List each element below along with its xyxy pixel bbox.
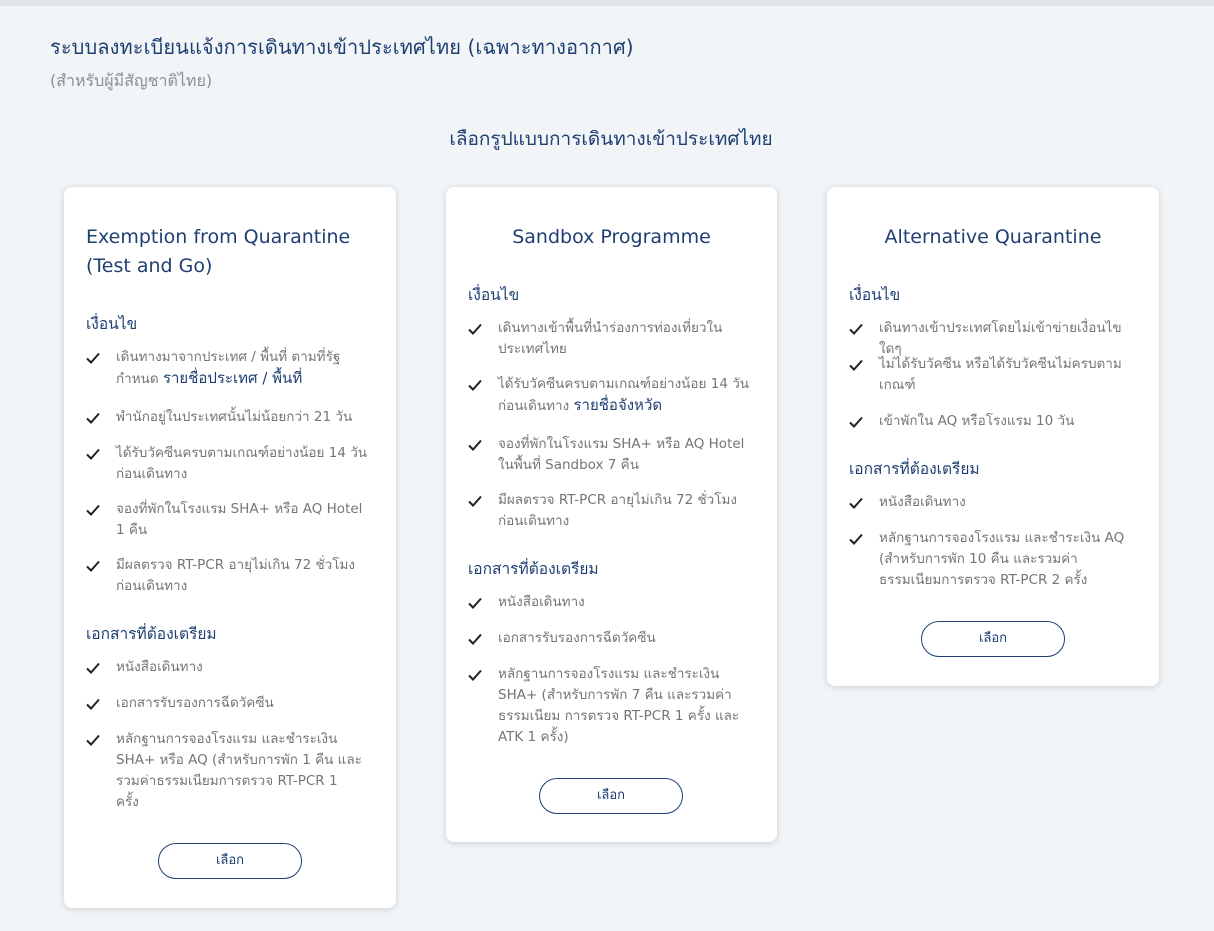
document-text — [498, 664, 758, 748]
check-icon — [468, 495, 482, 507]
check-icon — [86, 734, 100, 746]
card-title: Alternative Quarantine — [884, 226, 1102, 248]
conditions-heading: เงื่อนไข — [849, 286, 901, 304]
text-line: 1 คืน — [116, 522, 148, 538]
condition-text — [116, 407, 376, 428]
text-line: ก่อนเดินทาง — [116, 466, 188, 482]
text-line: เกณฑ์ — [879, 377, 916, 393]
condition-text — [879, 354, 1139, 396]
card-alternative-quarantine — [827, 187, 1159, 686]
check-icon — [86, 448, 100, 460]
province-list-link[interactable]: รายชื่อจังหวัด — [573, 396, 663, 414]
text-line: หลักฐานการจองโรงแรม และชำระเงิน AQ — [879, 530, 1125, 546]
top-bar — [0, 0, 1214, 6]
section-title: เลือกรูปแบบการเดินทางเข้าประเทศไทย — [449, 128, 773, 150]
text-line: ธรรมเนียมการตรวจ RT-PCR 2 ครั้ง — [879, 572, 1088, 588]
check-icon — [849, 323, 863, 335]
text-line: รวมค่าธรรมเนียมการตรวจ RT-PCR 1 — [116, 773, 338, 789]
card-sandbox-programme — [446, 187, 777, 842]
page-subtitle: (สำหรับผู้มีสัญชาติไทย) — [50, 71, 213, 90]
check-icon — [86, 412, 100, 424]
condition-text — [498, 318, 758, 360]
check-icon — [86, 698, 100, 710]
text-line: หนังสือเดินทาง — [116, 659, 203, 675]
card-title-line: Exemption from Quarantine — [86, 226, 351, 248]
condition-text — [498, 490, 758, 532]
text-line: เข้าพักใน AQ หรือโรงแรม 10 วัน — [879, 413, 1075, 429]
check-icon — [86, 504, 100, 516]
documents-heading: เอกสารที่ต้องเตรียม — [468, 560, 599, 578]
text-line: เดินทางเข้าพื้นที่นำร่องการท่องเที่ยวใน — [498, 320, 723, 336]
document-text — [498, 592, 758, 613]
check-icon — [468, 597, 482, 609]
text-line: ไม่ได้รับวัคซีน หรือได้รับวัคซีนไม่ครบตาม — [879, 356, 1122, 372]
documents-heading: เอกสารที่ต้องเตรียม — [86, 625, 217, 643]
text-line: หนังสือเดินทาง — [879, 494, 966, 510]
select-button[interactable]: เลือก — [539, 778, 683, 814]
country-list-link[interactable]: รายชื่อประเทศ / พื้นที่ — [162, 369, 303, 387]
text-line: เอกสารรับรองการฉีดวัคซีน — [116, 695, 274, 711]
text-line: เอกสารรับรองการฉีดวัคซีน — [498, 630, 656, 646]
text-line: หนังสือเดินทาง — [498, 594, 585, 610]
card-title-line: (Test and Go) — [86, 255, 213, 277]
check-icon — [468, 323, 482, 335]
condition-text — [498, 374, 758, 417]
text-line: มีผลตรวจ RT-PCR อายุไม่เกิน 72 ชั่วโมง — [498, 492, 737, 508]
text-line: ธรรมเนียม การตรวจ RT-PCR 1 ครั้ง และ — [498, 708, 740, 724]
text-line: (สำหรับการพัก 10 คืน และรวมค่า — [879, 551, 1078, 567]
condition-text — [116, 347, 376, 390]
text-line: มีผลตรวจ RT-PCR อายุไม่เกิน 72 ชั่วโมง — [116, 557, 355, 573]
text-line: กำหนด — [116, 371, 163, 387]
condition-text — [879, 411, 1139, 432]
check-icon — [468, 379, 482, 391]
text-line: จองที่พักในโรงแรม SHA+ หรือ AQ Hotel — [116, 501, 363, 517]
text-line: หลักฐานการจองโรงแรม และชำระเงิน — [116, 731, 338, 747]
check-icon — [849, 359, 863, 371]
page-title: ระบบลงทะเบียนแจ้งการเดินทางเข้าประเทศไทย (เฉพาะทางอากาศ) — [50, 35, 634, 59]
check-icon — [468, 633, 482, 645]
text-line: ประเทศไทย — [498, 341, 567, 357]
text-line: เดินทางมาจากประเทศ / พื้นที่ ตามที่รัฐ — [116, 349, 341, 365]
card-exemption-from-quarantine — [64, 187, 396, 908]
conditions-heading: เงื่อนไข — [468, 286, 520, 304]
check-icon — [849, 497, 863, 509]
condition-text — [116, 555, 376, 597]
text-line: ครั้ง — [116, 794, 139, 810]
document-text — [116, 657, 376, 678]
text-line: ก่อนเดินทาง — [498, 513, 570, 529]
documents-heading: เอกสารที่ต้องเตรียม — [849, 460, 980, 478]
document-text — [116, 693, 376, 714]
document-text — [879, 492, 1139, 513]
text-line: ได้รับวัคซีนครบตามเกณฑ์อย่างน้อย 14 วัน — [498, 376, 750, 392]
select-button[interactable]: เลือก — [921, 621, 1065, 657]
condition-text — [498, 434, 758, 476]
check-icon — [849, 533, 863, 545]
text-line: พำนักอยู่ในประเทศนั้นไม่น้อยกว่า 21 วัน — [116, 409, 353, 425]
card-title — [86, 223, 350, 281]
document-text — [879, 528, 1139, 591]
text-line: ATK 1 ครั้ง) — [498, 729, 569, 745]
check-icon — [86, 662, 100, 674]
check-icon — [468, 439, 482, 451]
select-button[interactable]: เลือก — [158, 843, 302, 879]
check-icon — [86, 560, 100, 572]
card-title: Sandbox Programme — [512, 226, 711, 248]
conditions-heading: เงื่อนไข — [86, 315, 138, 333]
document-text — [116, 729, 376, 813]
check-icon — [849, 416, 863, 428]
text-line: จองที่พักในโรงแรม SHA+ หรือ AQ Hotel — [498, 436, 745, 452]
condition-text — [116, 499, 376, 541]
text-line: SHA+ (สำหรับการพัก 7 คืน และรวมค่า — [498, 687, 732, 703]
text-line: ก่อนเดินทาง — [116, 578, 188, 594]
text-line: ก่อนเดินทาง — [498, 398, 574, 414]
condition-text — [116, 443, 376, 485]
text-line: หลักฐานการจองโรงแรม และชำระเงิน — [498, 666, 720, 682]
check-icon — [86, 352, 100, 364]
text-line: ในพื้นที่ Sandbox 7 คืน — [498, 457, 639, 473]
document-text — [498, 628, 758, 649]
text-line: ได้รับวัคซีนครบตามเกณฑ์อย่างน้อย 14 วัน — [116, 445, 368, 461]
text-line: เดินทางเข้าประเทศโดยไม่เข้าข่ายเงื่อนไขใดๆ — [879, 320, 1122, 357]
check-icon — [468, 669, 482, 681]
text-line: SHA+ หรือ AQ (สำหรับการพัก 1 คืน และ — [116, 752, 362, 768]
